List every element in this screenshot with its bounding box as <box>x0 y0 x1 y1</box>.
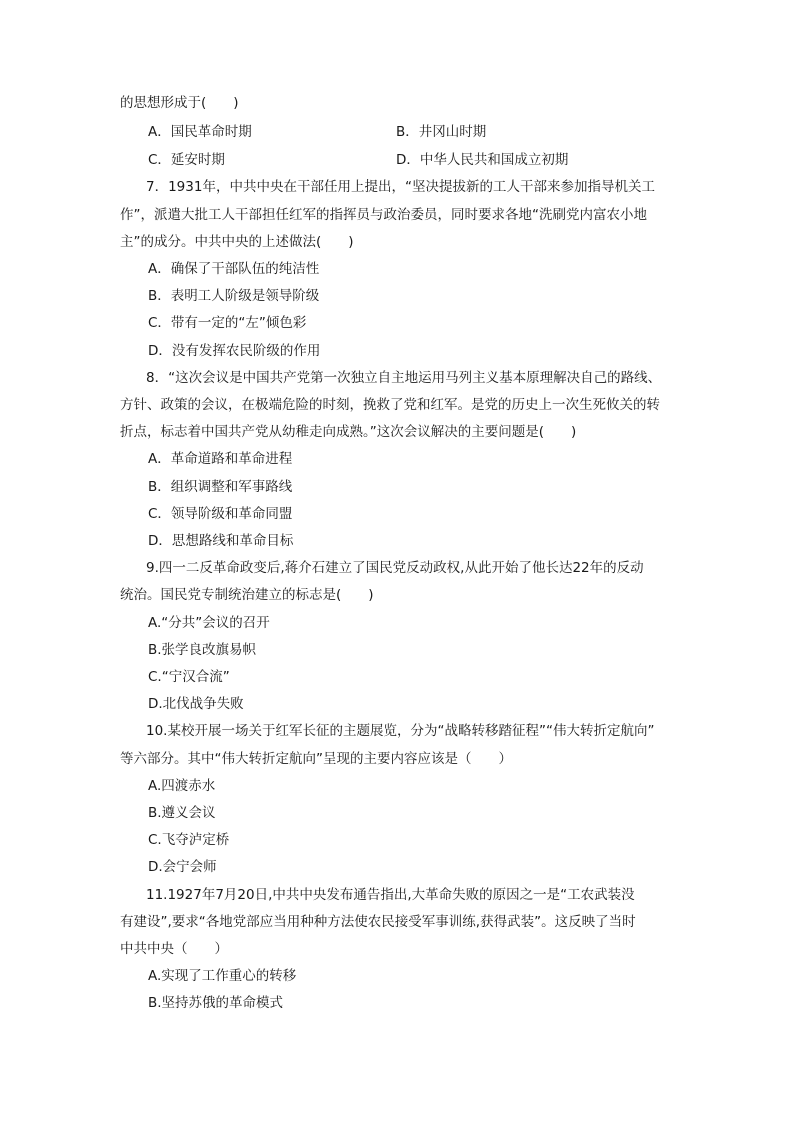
q6-stem-tail: 的思想形成于( ) <box>120 95 239 111</box>
q7-stem-line-2: 作”，派遣大批工人干部担任红军的指挥员与政治委员，同时要求各地“洗刷党内富农小地 <box>120 207 647 223</box>
q9-option-b: B.张学良改旗易帜 <box>148 642 257 658</box>
q9-option-c: C.“宁汉合流” <box>148 669 230 685</box>
q9-stem-line-1: 9.四一二反革命政变后,蒋介石建立了国民党反动政权,从此开始了他长达22年的反动 <box>146 560 644 576</box>
q6-option-b: B．井冈山时期 <box>396 124 487 140</box>
q10-option-c: C.飞夺泸定桥 <box>148 832 230 848</box>
q8-stem-line-3: 折点，标志着中国共产党从幼稚走向成熟。”这次会议解决的主要问题是( ) <box>120 424 577 440</box>
q8-option-c: C．领导阶级和革命同盟 <box>148 506 293 522</box>
q10-stem-line-2: 等六部分。其中“伟大转折定航向”呈现的主要内容应该是（ ） <box>120 751 512 767</box>
q11-option-a: A.实现了工作重心的转移 <box>148 968 297 984</box>
q7-option-b: B．表明工人阶级是领导阶级 <box>148 288 320 304</box>
q9-option-d: D.北伐战争失败 <box>148 696 244 712</box>
q11-stem-line-1: 11.1927年7月20日,中共中央发布通告指出,大革命失败的原因之一是“工农武装没 <box>146 887 635 903</box>
q7-option-c: C．带有一定的“左”倾色彩 <box>148 315 307 331</box>
q9-stem-line-2: 统治。国民党专制统治建立的标志是( ) <box>120 587 374 603</box>
q6-option-a: A．国民革命时期 <box>148 124 252 140</box>
q6-option-d: D．中华人民共和国成立初期 <box>396 152 569 168</box>
q11-stem-line-2: 有建设”,要求“各地党部应当用种种方法使农民接受军事训练,获得武装”。这反映了当时 <box>120 914 636 930</box>
q7-option-a: A．确保了干部队伍的纯洁性 <box>148 261 320 277</box>
q8-option-a: A．革命道路和革命进程 <box>148 451 293 467</box>
q10-stem-line-1: 10.某校开展一场关于红军长征的主题展览，分为“战略转移踏征程”“伟大转折定航向” <box>146 723 655 739</box>
q8-option-b: B．组织调整和军事路线 <box>148 479 293 495</box>
q11-option-b: B.坚持苏俄的革命模式 <box>148 995 284 1011</box>
q10-option-b: B.遵义会议 <box>148 805 216 821</box>
q7-stem-line-3: 主”的成分。中共中央的上述做法( ) <box>120 234 354 250</box>
q7-stem-line-1: 7．1931年，中共中央在干部任用上提出，“坚决提拔新的工人干部来参加指导机关工 <box>146 179 655 195</box>
q8-stem-line-1: 8．“这次会议是中国共产党第一次独立自主地运用马列主义基本原理解决自己的路线、 <box>146 370 662 386</box>
q9-option-a: A.“分共”会议的召开 <box>148 615 270 631</box>
q8-stem-line-2: 方针、政策的会议，在极端危险的时刻，挽救了党和红军。是党的历史上一次生死攸关的转 <box>120 397 660 413</box>
q8-option-d: D．思想路线和革命目标 <box>148 533 294 549</box>
q7-option-d: D．没有发挥农民阶级的作用 <box>148 343 321 359</box>
q10-option-a: A.四渡赤水 <box>148 778 216 794</box>
q11-stem-line-3: 中共中央（ ） <box>120 941 228 957</box>
q10-option-d: D.会宁会师 <box>148 859 217 875</box>
q6-option-c: C．延安时期 <box>148 152 225 168</box>
